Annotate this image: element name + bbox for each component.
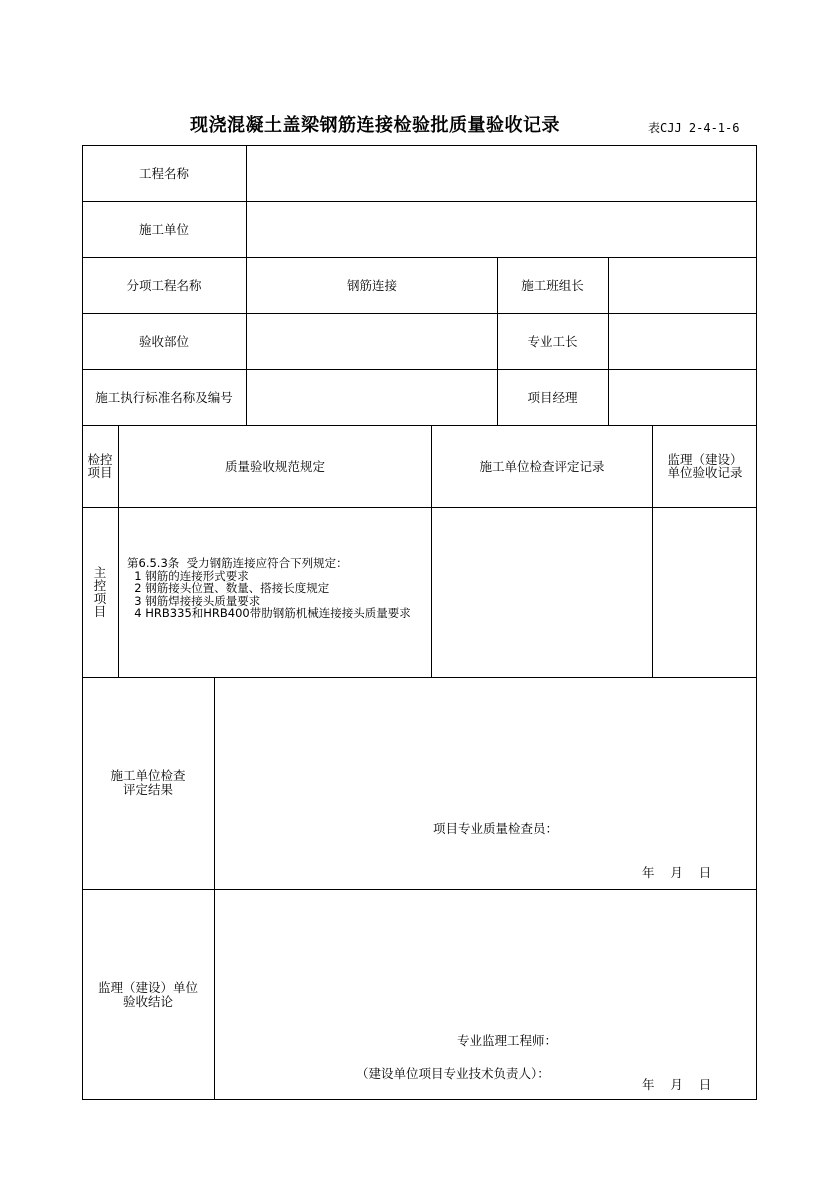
column-divider <box>214 677 215 1100</box>
spec-header: 质量验收规范规定 <box>224 458 325 474</box>
construction-unit-label: 施工单位 <box>138 221 189 237</box>
standard-label: 施工执行标准名称及编号 <box>95 389 233 405</box>
standard-field[interactable] <box>247 369 497 425</box>
form-title: 现浇混凝土盖梁钢筋连接检验批质量验收记录 <box>190 115 560 136</box>
project-manager-field[interactable] <box>609 369 757 425</box>
main-item-label: 主 控 项 目 <box>93 565 107 619</box>
project-name-label: 工程名称 <box>138 165 189 181</box>
form-number: 表CJJ 2-4-1-6 <box>648 121 740 135</box>
check-record-header: 施工单位检查评定记录 <box>479 458 605 474</box>
spec-clauses: 第6.5.3条 受力钢筋连接应符合下列规定： 1 钢筋的连接形式要求 2 钢筋接头位置、数量、搭接长度规定 3 钢筋焊接接头质量要求 4 HRB335和HRB400带肋钢筋机械连接接头质量要求 <box>127 556 411 620</box>
project-manager-label: 项目经理 <box>527 389 578 405</box>
team-leader-field[interactable] <box>609 257 757 313</box>
team-leader-label: 施工班组长 <box>521 277 584 293</box>
supervision-header: 监理（建设） 单位验收记录 <box>667 452 743 480</box>
conclusion-date-label: 年 月 日 <box>642 1077 712 1092</box>
sub-project-label: 分项工程名称 <box>126 277 202 293</box>
project-name-field[interactable] <box>247 145 757 201</box>
control-item-header: 检控 项目 <box>87 452 113 480</box>
result-date-label: 年 月 日 <box>642 865 712 880</box>
supervision-record-field[interactable] <box>653 507 757 677</box>
sub-project-field[interactable]: 钢筋连接 <box>346 277 397 293</box>
result-label: 施工单位检查 评定结果 <box>110 768 186 797</box>
construction-unit-field[interactable] <box>247 201 757 257</box>
foreman-field[interactable] <box>609 313 757 369</box>
check-record-field[interactable] <box>432 507 652 677</box>
supervision-engineer-label: 专业监理工程师： <box>457 1033 558 1048</box>
owner-rep-label: （建设单位项目专业技术负责人）： <box>356 1066 550 1081</box>
acceptance-part-label: 验收部位 <box>138 333 189 349</box>
acceptance-part-field[interactable] <box>247 313 497 369</box>
quality-inspector-label: 项目专业质量检查员： <box>433 821 559 836</box>
foreman-label: 专业工长 <box>527 333 578 349</box>
conclusion-label: 监理（建设）单位 验收结论 <box>97 979 198 1009</box>
